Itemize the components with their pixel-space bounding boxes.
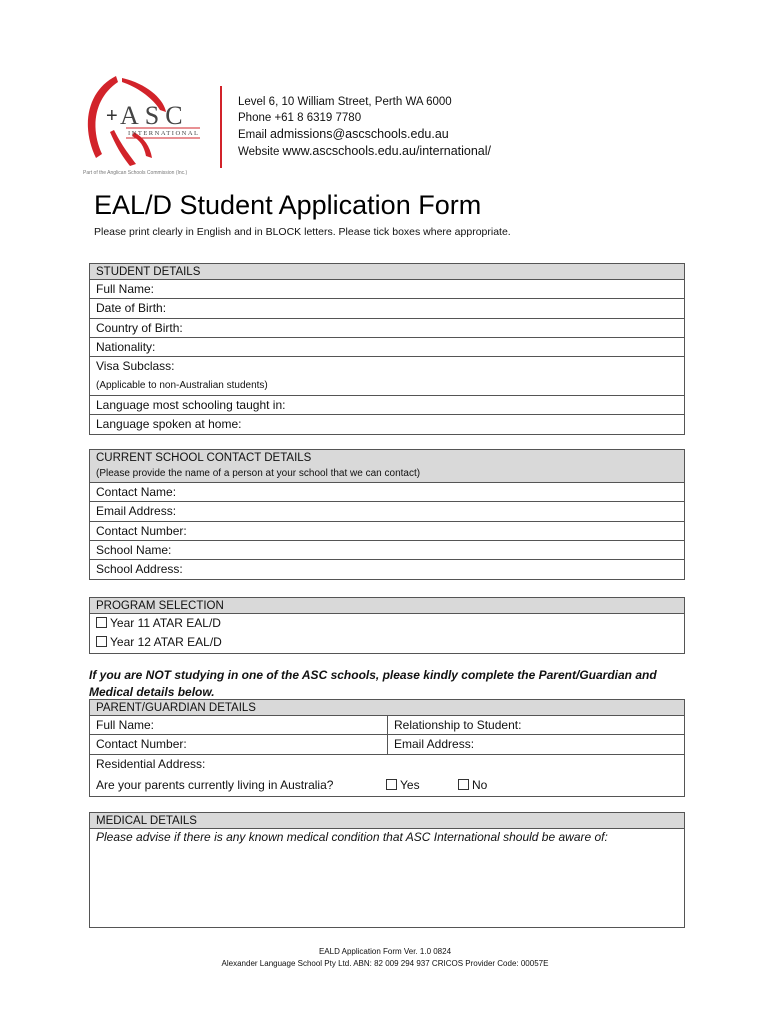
parent-full-name-field[interactable]: Full Name: — [90, 716, 388, 734]
student-details-heading: STUDENT DETAILS — [90, 264, 684, 280]
parent-contact-number-field[interactable]: Contact Number: — [90, 735, 388, 753]
visa-note: (Applicable to non-Australian students) — [90, 376, 684, 395]
checkbox-no[interactable] — [458, 779, 469, 790]
student-dob-field[interactable]: Date of Birth: — [90, 299, 684, 318]
parent-row-2 — [90, 735, 684, 754]
program-selection-section — [89, 597, 685, 654]
parent-guardian-section — [89, 699, 685, 797]
yes-label: Yes — [400, 777, 420, 792]
yes-option[interactable] — [386, 774, 420, 796]
website-label: Website — [238, 146, 280, 158]
student-visa-field[interactable]: Visa Subclass: — [96, 359, 175, 374]
year12-label: Year 12 ATAR EAL/D — [110, 635, 222, 650]
parents-living-row — [90, 774, 684, 796]
checkbox-yes[interactable] — [386, 779, 397, 790]
program-selection-heading: PROGRAM SELECTION — [90, 598, 684, 614]
program-option-year11[interactable] — [90, 614, 684, 633]
checkbox-year11[interactable] — [96, 617, 107, 628]
medical-details-heading: MEDICAL DETAILS — [90, 813, 684, 829]
contact-email-field[interactable]: Email Address: — [90, 502, 684, 521]
parent-row-1 — [90, 716, 684, 735]
parent-relationship-field[interactable]: Relationship to Student: — [394, 718, 522, 732]
no-option[interactable] — [458, 774, 487, 796]
footer-company: Alexander Language School Pty Ltd. ABN: 82 009 294 937 CRICOS Provider Code: 00057E — [221, 959, 549, 968]
logo-tagline: Part of the Anglican Schools Commission (Inc.) — [83, 170, 188, 176]
footer-version: EALD Application Form Ver. 1.0 0824 — [318, 947, 452, 956]
contact-name-field[interactable]: Contact Name: — [90, 483, 684, 502]
school-address-field[interactable]: School Address: — [96, 562, 183, 577]
website-line — [238, 143, 491, 160]
svg-text:ASC: ASC — [120, 101, 189, 130]
student-country-field[interactable]: Country of Birth: — [90, 319, 684, 338]
year11-label: Year 11 ATAR EAL/D — [110, 616, 221, 630]
svg-text:+: + — [106, 105, 118, 127]
email-line — [238, 126, 491, 143]
page-title: EAL/D Student Application Form — [94, 190, 482, 220]
parent-guardian-heading: PARENT/GUARDIAN DETAILS — [90, 700, 684, 716]
address-text: Level 6, 10 William Street, Perth WA 6000 — [238, 96, 452, 108]
student-schooling-language-field[interactable]: Language most schooling taught in: — [90, 396, 684, 415]
contact-number-field[interactable]: Contact Number: — [90, 522, 684, 541]
email-label: Email — [238, 129, 267, 141]
asc-international-logo — [78, 70, 210, 178]
non-asc-notice: If you are NOT studying in one of the ASC schools, please kindly complete the Parent/Guardian and Medical details below. — [89, 668, 657, 699]
school-contact-heading — [90, 450, 684, 483]
no-label: No — [472, 777, 488, 792]
student-nationality-field[interactable]: Nationality: — [90, 338, 684, 357]
school-contact-subtitle: (Please provide the name of a person at your school that we can contact) — [96, 468, 421, 479]
school-contact-section — [89, 449, 685, 580]
parent-residential-field[interactable]: Residential Address: — [96, 756, 206, 771]
parents-living-question: Are your parents currently living in Australia? — [96, 777, 334, 792]
medical-details-section — [89, 812, 685, 928]
contact-block — [238, 94, 491, 160]
program-option-year12[interactable] — [90, 633, 684, 652]
student-full-name-field[interactable]: Full Name: — [90, 280, 684, 299]
svg-text:INTERNATIONAL: INTERNATIONAL — [128, 130, 200, 137]
footer — [0, 946, 770, 970]
student-home-language-field[interactable]: Language spoken at home: — [96, 417, 242, 432]
student-details-section — [89, 263, 685, 435]
email-link[interactable]: admissions@ascschools.edu.au — [269, 127, 449, 141]
header-divider — [220, 86, 222, 168]
school-name-field[interactable]: School Name: — [90, 541, 684, 560]
phone-text: Phone +61 8 6319 7780 — [238, 112, 362, 124]
parent-email-field[interactable]: Email Address: — [394, 737, 475, 752]
page-subtitle: Please print clearly in English and in BLOCK letters. Please tick boxes where appropriate. — [94, 226, 511, 238]
medical-prompt: Please advise if there is any known medical condition that ASC International should be aware of: — [96, 830, 608, 844]
checkbox-year12[interactable] — [96, 636, 107, 647]
school-contact-title: CURRENT SCHOOL CONTACT DETAILS — [96, 452, 312, 464]
website-link[interactable]: www.ascschools.edu.au/international/ — [282, 144, 492, 158]
